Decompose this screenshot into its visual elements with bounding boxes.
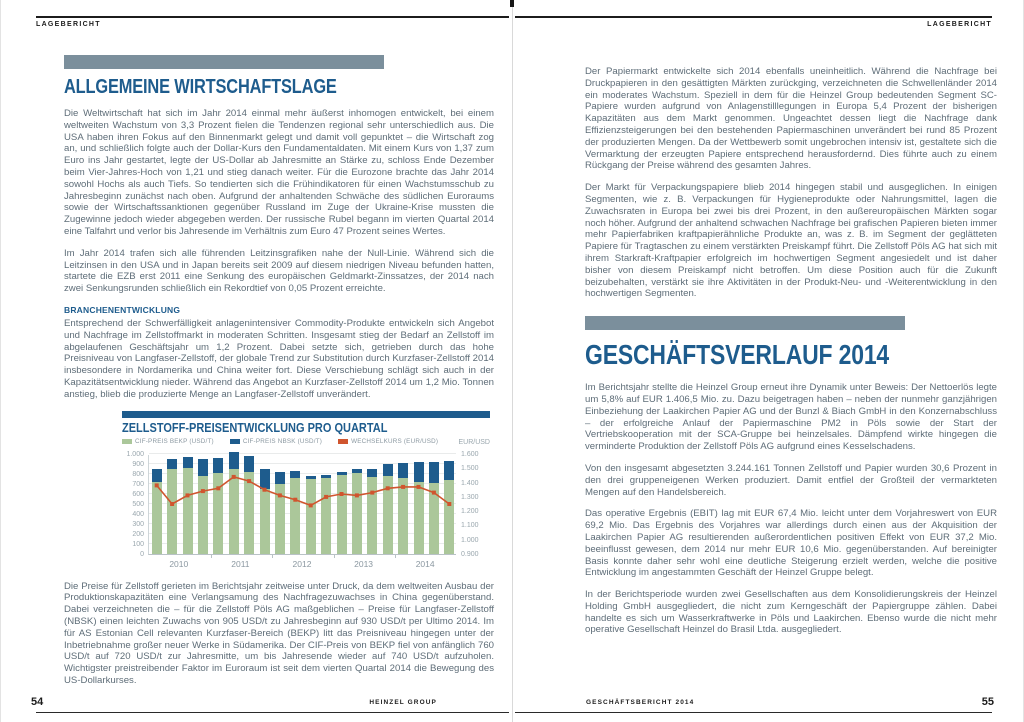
legend-item [230,438,322,445]
chart-body [122,451,490,569]
page-right [513,0,1024,722]
chart-grid [148,455,456,555]
top-rule [36,16,509,18]
x-axis-year-label: 2012 [292,558,312,569]
x-axis [148,559,456,569]
section-accent-bar [64,55,384,69]
axis-tick: 1.000 [126,451,144,459]
axis-tick: 300 [132,521,144,529]
axis-tick: 1.500 [461,465,479,473]
axis-tick: 600 [132,491,144,499]
top-rule [515,16,992,18]
axis-tick: 1.400 [461,479,479,487]
section-title: GESCHÄFTSVERLAUF 2014 [585,339,890,371]
pulp-price-chart [122,411,490,569]
body-paragraph: Von den insgesamt abgesetzten 3.244.161 Tonnen Zellstoff und Papier wurden 30,6 Prozent in den drei gruppeneigenen Werken produziert. Damit entfiel der Großteil der vermarkteten Mengen auf den Handelsbereich. [585,462,997,498]
axis-tick: 0.900 [461,551,479,559]
body-paragraph: Entsprechend der Schwerfälligkeit anlagenintensiver Commodity-Produkte entwickeln sich Angebot und Nachfrage im Zellstoffmarkt in moderaten Schritten. Insgesamt stieg der Bedarf an Zellstoff im abgelaufenen Geschäftsjahr um 1,2 Prozent. Dabei setzte sich, getrieben durch das hohe Preisniveau von Langfaser-Zellstoff, der globale Trend zur Substitution durch Kurzfaser-Zellstoff 2014 insbesondere in Nordamerika und China weiter fort. Diese Verschiebung schlägt sich auch in der Kapazitätsentwicklung nieder. Während das Angebot an Kurzfaser-Zellstoff 2014 um 1,2 Mio. Tonnen anstieg, blieb die produzierte Menge an Langfaser-Zellstoff unverändert. [64,317,494,400]
axis-tick: 400 [132,511,144,519]
axis-tick: 200 [132,531,144,539]
x-axis-year-label: 2014 [415,558,435,569]
footer-rule [515,712,992,713]
axis-tick: 1.600 [461,451,479,459]
body-paragraph: Die Preise für Zellstoff gerieten im Berichtsjahr zeitweise unter Druck, da dem weltweiten Ausbau der Produktionskapazitäten eine Verlangsamung des Nachfragezuwachses in China gegenüberstand. Dabei verzeichneten die – für die Zellstoff Pöls AG maßgeblichen – Preise für Langfaser-Zellstoff (NBSK) einen leichten Zuwachs von 905 USD/t zu Jahresbeginn auf 930 USD/t per Ultimo 2014. Im für AS Estonian Cell relevanten Kurzfaser-Bereich (BEKP) litt das Preisniveau hingegen unter der Inbetriebnahme großer neuer Werke in Südamerika. Der CIF-Preis von BEKP fiel von anfänglich 760 USD/t auf 720 USD/t zur Jahresmitte, um bis Jahresende wieder auf 740 USD/t aufzuholen. Wichtigster preistreibender Faktor im Euroraum ist seit dem vierten Quartal 2014 die Bewegung des US-Dollarkurses. [64,580,494,686]
chart-title: ZELLSTOFF-PREISENTWICKLUNG PRO QUARTAL [122,420,388,435]
axis-tick: 700 [132,481,144,489]
axis-tick: 800 [132,471,144,479]
axis-tick: 1.200 [461,508,479,516]
left-axis [122,451,148,559]
body-paragraph: Der Markt für Verpackungspapiere blieb 2014 hingegen stabil und ausgeglichen. In einigen Segmenten, wie z. B. Verpackungen für Hygieneprodukte oder Nahrungsmittel, lagen die Zuwachsraten in Europa bei zwei bis drei Prozent, in den außereuropäischen Märkten sogar noch höher. Aufgrund der anhaltend schwachen Nachfrage bei grafischen Papieren bieten immer mehr Papierfabriken kraftpapierähnliche Produkte an, was z. B. im Segment der geglätteten Papiere für Tragtaschen zu einem verstärkten Preiskampf führt. Die Zellstoff Pöls AG hat sich mit ihrem Starkraft-Kraftpapier erfolgreich im hochwertigen Segment angesiedelt und ist daher bisher von diesem Preiskampf nicht betroffen. Um diese Position auch für die Zukunft beizubehalten, verstärkt sie ihre Aktivitäten in der Produkt-Neu- und -Weiterentwicklung in den hochwertigen Segmenten. [585,182,997,300]
axis-tick: 0 [140,551,144,559]
axis-tick: 500 [132,501,144,509]
section-accent-bar [585,316,905,330]
chart-legend [122,438,490,445]
body-paragraph: Im Jahr 2014 trafen sich alle führenden Leitzinsgrafiken nahe der Null-Linie. Während sich die Leitzinsen in den USA und in Japan bereits seit 2009 auf diesem niedrigen Niveau befunden hatten, startete die EZB erst 2011 eine Senkung des europäischen Geldmarkt-Zinssatzes, der 2014 nach zwei Senkungsrunden schließlich ein Rekordtief von 0,05 Prozent erreichte. [64,247,494,295]
right-axis [456,451,488,559]
running-head: LAGEBERICHT [36,21,101,28]
axis-tick: 1.100 [461,522,479,530]
page-number: 55 [981,696,994,708]
axis-tick: 900 [132,461,144,469]
page-content [585,66,997,646]
section-title: ALLGEMEINE WIRTSCHAFTSLAGE [64,76,337,98]
legend-swatch [338,439,348,444]
year-separator-tick [272,554,273,558]
footer-label: GESCHÄFTSBERICHT 2014 [586,699,695,706]
legend-label: CIF-PREIS BEKP (USD/T) [135,437,214,445]
subheading: BRANCHENENTWICKLUNG [64,304,181,315]
x-axis-year-label: 2011 [231,558,250,569]
body-paragraph: Die Weltwirtschaft hat sich im Jahr 2014 einmal mehr äußerst inhomogen entwickelt, bei einem weltweiten Wachstum von 3,3 Prozent fielen die Tendenzen regional sehr unterschiedlich aus. Die USA haben ihren Fokus auf den Binnenmarkt gelegt und damit voll gepunktet – die Wirtschaft zog an, und schließlich folgte auch der Dollar-Kurs den Fundamentaldaten. Mit einem Kurs von 1,37 zum Euro ins Jahr gestartet, legte der US-Dollar ab Jahresmitte an Stärke zu, schloss Ende Dezember beim Vier-Jahres-Hoch von 1,21 und stieg danach weiter. Für die Eurozone brachte das Jahr 2014 sowohl Hochs als auch Tiefs. So tendierten sich die Frühindikatoren für einen Wachstumsschub zu Jahresbeginn zunächst nach oben. Aufgrund der anhaltenden Schwäche des südlichen Euroraums sowie der Wirtschaftssanktionen gegenüber Russland im Zuge der Ukraine-Krise mussten die Zugewinne jedoch wieder abgegeben werden. Der russische Rubel begann im vierten Quartal 2014 eine Talfahrt und verlor bis Jahresende im Verhältnis zum Euro 47 Prozent seines Wertes. [64,108,494,237]
year-separator-tick [395,554,396,558]
legend-item [338,438,438,445]
body-paragraph: In der Berichtsperiode wurden zwei Gesellschaften aus dem Konsolidierungskreis der Heinzel Holding GmbH ausgegliedert, die nicht zum Kerngeschäft der Papiergruppe zählen. Dabei handelte es sich um Wasserkraftwerke in Pöls und Laakirchen. Ebenso wurde die nicht mehr operative Gesellschaft Heinzel do Brasil Ltda. ausgegliedert. [585,589,997,636]
x-axis-year-label: 2013 [354,558,374,569]
footer-rule [36,712,509,713]
chart-accent-bar [122,411,490,418]
legend-swatch [230,439,240,444]
footer-label: HEINZEL GROUP [369,699,437,706]
axis-tick: 1.300 [461,493,479,501]
page-left [1,0,513,722]
axis-tick: 100 [132,541,144,549]
year-separator-tick [334,554,335,558]
body-paragraph: Das operative Ergebnis (EBIT) lag mit EUR 67,4 Mio. leicht unter dem Vorjahreswert von EUR 69,2 Mio. Das Ergebnis des Vorjahres war allerdings durch einen aus der Akquisition der Laakirchen Papier AG resultierenden außerordentlichen positiven Effekt von EUR 37,2 Mio. beeinflusst gewesen, dem 2014 nur mehr EUR 10,6 Mio. gegenüberstanden. Auf bereinigter Basis konnte daher sehr wohl eine deutliche Steigerung erzielt werden, welche die positive Entwicklung im angestammten Geschäft der Heinzel Gruppe belegt. [585,508,997,579]
page-number: 54 [31,696,44,708]
body-paragraph: Der Papiermarkt entwickelte sich 2014 ebenfalls uneinheitlich. Während die Nachfrage bei Druckpapieren in den gesättigten Märkten zurückging, verzeichneten die Schwellenländer 2014 ein moderates Wachstum. Speziell in dem für die Heinzel Group bedeutenden Segment SC-Papiere wurden aufgrund von Anlagenstilllegungen in Europa 5,4 Prozent der bisherigen Kapazitäten aus dem Markt genommen. Ungeachtet dessen liegt die Nachfrage dank Effizienzsteigerungen bei den bestehenden Papiermaschinen unverändert bei rund 85 Prozent der produzierten Mengen. Da der Wettbewerb somit ungebrochen intensiv ist, gestaltete sich die Vermarktung der erzeugten Papiere entsprechend herausfordernd. Dies führte auch zu einem Rückgang der Preise während des gesamten Jahres. [585,66,997,172]
legend-swatch [122,439,132,444]
legend-item [122,438,214,445]
running-head: LAGEBERICHT [927,21,992,28]
year-separator-tick [211,554,212,558]
right-axis-unit-label: EUR/USD [458,438,490,446]
legend-label: CIF-PREIS NBSK (USD/T) [242,437,323,445]
body-paragraph: Im Berichtsjahr stellte die Heinzel Group erneut ihre Dynamik unter Beweis: Der Nettoerlös legte um 5,8% auf EUR 1.406,5 Mio. zu. Dazu beigetragen haben – neben der nunmehr ganzjährigen Einbeziehung der Laakirchen Papier AG und der Bunzl & Biach GmbH in den Konzernabschluss – der erfolgreiche Anlauf der Papiermaschine PM2 in Pöls sowie der Start der Vertriebskooperation mit der SCA-Gruppe bei heinzelsales. Dämpfend wirkte hingegen die verminderte Produktion der Zellstoff Pöls AG aufgrund eines Kesselschadens. [585,382,997,453]
axis-tick: 1.000 [461,536,479,544]
page-content [64,55,494,697]
legend-label: WECHSELKURS (EUR/USD) [351,437,439,445]
exchange-rate-line [149,454,457,554]
x-axis-year-label: 2010 [169,558,189,569]
plot-area [148,455,456,569]
